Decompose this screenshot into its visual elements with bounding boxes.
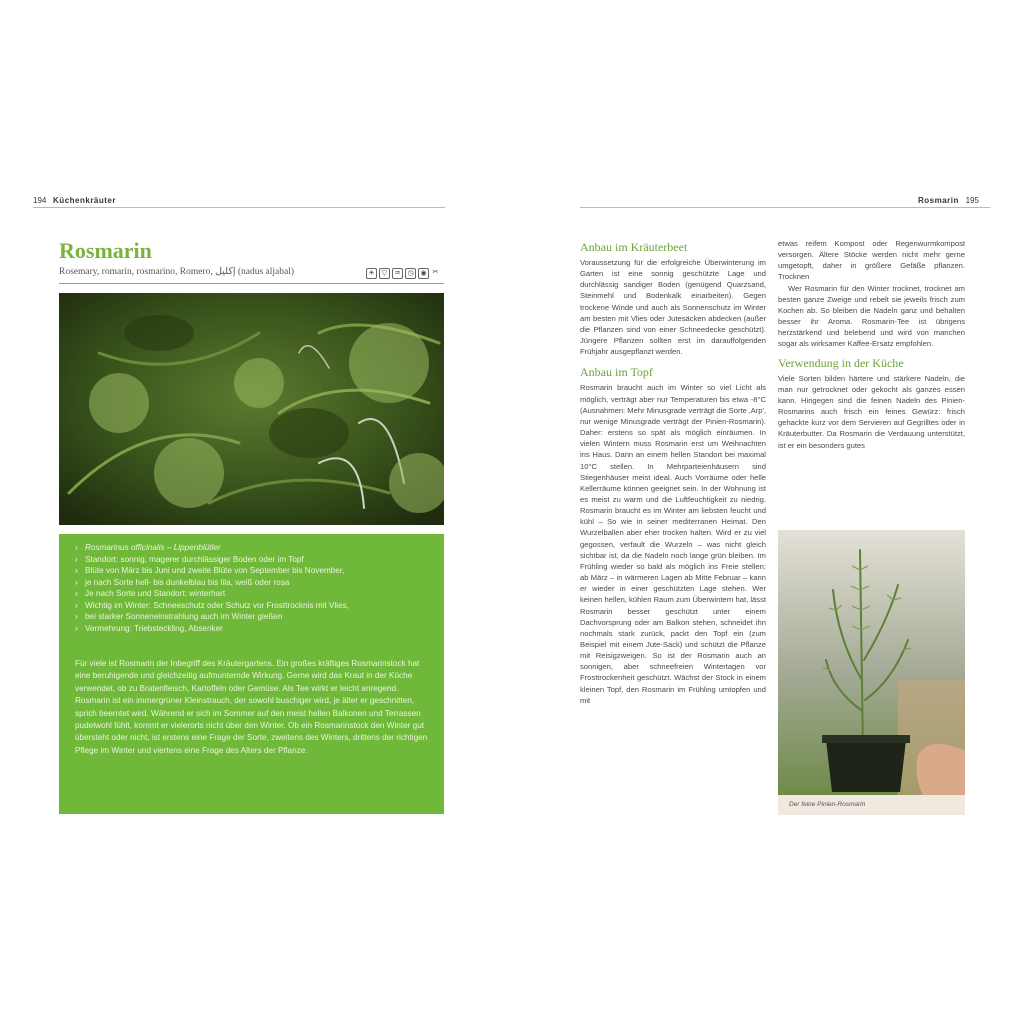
profile-bullet: › bei starker Sonneneinstrahlung auch im Winter gießen <box>75 611 432 623</box>
left-header-rule <box>33 207 445 208</box>
profile-box <box>59 534 444 814</box>
paragraph: etwas reifem Kompost oder Regenwurmkompost versorgen. Ältere Stöcke werden nicht mehr gerne umgetopft, daher in größere Gefäße pflanzen. Trocknen <box>778 239 965 282</box>
right-page-number: 195 <box>965 196 979 205</box>
right-header-rule <box>580 207 990 208</box>
watering-icon: ♒ <box>392 268 403 279</box>
profile-bullet: › Je nach Sorte und Standort: winterhart <box>75 588 432 600</box>
sun-icon: ☀ <box>366 268 377 279</box>
profile-bullet: › je nach Sorte hell- bis dunkelblau bis lila, weiß oder rosa <box>75 577 432 589</box>
rosemary-bush-photo <box>59 293 444 525</box>
right-section-title: Rosmarin <box>918 196 959 205</box>
herb-title: Rosmarin <box>59 238 152 263</box>
herb-synonyms: Rosemary, romarin, rosmarino, Romero, إكليل (nadus aljabal) <box>59 267 295 277</box>
text-column-2 <box>778 238 965 451</box>
text-column-1 <box>580 238 766 706</box>
title-rule <box>59 283 444 284</box>
profile-bullet: › Vermehrung: Triebsteckling, Absenker <box>75 623 432 635</box>
scissors-icon: ✂ <box>432 268 439 276</box>
circle-icon: ◉ <box>418 268 429 279</box>
paragraph: Viele Sorten bilden härtere und stärkere Nadeln, die man nur getrocknet oder gekocht als ganzes essen kann. Hingegen sind die feinen Nadeln des Pinien-Rosmarins auch frisch ein feines Gewürz: frisch gehackte kurz vor dem Servieren auf Gegrilltes oder in Kräuterbutter. Da Rosmarin die Verdauung unterstützt, ist er ein besonders gutes <box>778 373 965 450</box>
profile-bullets <box>75 542 432 634</box>
left-page-number: 194 <box>33 196 47 205</box>
care-icons <box>366 268 440 279</box>
clock-icon: ◷ <box>405 268 416 279</box>
profile-bullet: › Blüte von März bis Juni und zweite Blüte von September bis November, <box>75 565 432 577</box>
photo-caption: Der feine Pinien-Rosmarin <box>778 795 965 815</box>
profile-bullet: › Wichtig im Winter: Schneeschutz oder Schutz vor Frosttrocknis mit Vlies, <box>75 600 432 612</box>
paragraph: Wer Rosmarin für den Winter trocknet, trocknet am besten ganze Zweige und rebelt sie jeweils frisch zum Kochen ab. So bleiben die Nadeln ganz und behalten besser ihr Aroma. Rosmarin-Tee ist übrigens herzstärkend und belebend und wird von manchen sogar als wirksamer Kaffee-Ersatz empfohlen. <box>778 283 965 349</box>
paragraph: Voraussetzung für die erfolgreiche Überwinterung im Garten ist eine sonnig geschützte Lage und durchlässig sandiger Boden (genügend Quarzsand, Steinmehl und Bodenkalk einarbeiten). Gegen trockene Winde und auch als Sonnenschutz im Winter am besten mit Vlies oder Jutesäcken abdecken (außer die Pflanzen sind von einer Schneedecke geschützt). Jüngere Pflanzen sollten erst im darauffolgenden Frühjahr ausgepflanzt werden. <box>580 258 766 357</box>
pot-icon: ▽ <box>379 268 390 279</box>
section-heading-topf: Anbau im Topf <box>580 365 653 380</box>
profile-intro: Für viele ist Rosmarin der Inbegriff des Kräutergartens. Ein großes kräftiges Rosmarinstock hat eine beruhigende und gleichzeitig aufmunternde Wirkung. Gerne wird das Kraut in der Küche verwendet, ob zu Bratenfleisch, Kartoffeln oder Gemüse. Als Tee wirkt er leicht anregend. Rosmarin ist ein immergrüner Kleinstrauch, der sowohl buschiger wird, je älter er geschnitten, sprich beerntet wird. Während er sich im Sommer auf den meist hellen Balkonen und Terrassen pudelwohl fühlt, kommt er vielerorts nicht über den Winter. Ob ein Rosmarinstock den Winter gut übersteht oder nicht, ist erstens eine Frage der Sorte, zweitens des Winters, drittens der richtigen Pflege im Winter und viertens eine Frage des Alters der Pflanze. <box>75 659 428 755</box>
profile-bullet: › Standort: sonnig, magerer durchlässiger Boden oder im Topf <box>75 554 432 566</box>
profile-bullet: › Rosmarinus officinalis – Lippenblütler <box>75 542 432 554</box>
right-running-head <box>918 196 979 205</box>
left-section-title: Küchenkräuter <box>53 196 116 205</box>
section-heading-kueche: Verwendung in der Küche <box>778 355 904 370</box>
section-heading-kraeuterbeet: Anbau im Kräuterbeet <box>580 240 688 254</box>
paragraph: Rosmarin braucht auch im Winter so viel Licht als möglich, verträgt aber nur Temperaturen bis etwa -8°C (Ausnahmen: Mehr Minusgrade verträgt die Sorte ‚Arp', nur wenige Minusgrade verträgt der Pinien-Rosmarin). Daher: erstens so spät als möglich einräumen. In vielen Wintern muss Rosmarin erst um Weihnachten ins Haus. Dann an einem hellen Standort bei maximal 10°C stellen. In Mehrparteienhäusern sind Stiegenhäuser meist ideal. Auch Vorräume oder helle Kellerräume können geeignet sein. In der Wohnung ist es meist zu warm und die Luftfeuchtigkeit zu niedrig. Rosmarin braucht es im Winter am liebsten feucht und kühl – So wie in seiner mediterranen Heimat. Den Wurzelballen aber eher trocken halten. Wird er zu viel gegossen, verfault die Wurzeln – was nicht gleich sichtbar ist, da die Nadeln noch lange grün bleiben. Im Frühling wieder so bald als möglich ins Freie stellen: ab März – in wärmeren Lagen ab Mitte Februar – kann er wieder in einer geschützten Lage stehen. Wer keinen hellen, kühlen Raum zum Überwintern hat, lässt Rosmarin besser geschützt unter einem Dachvorsprung oder am Balkon stehen, schneidet ihn nochmals stark zurück, packt den Topf ein (zum Beispiel mit einem Jute-Sack) und schützt die Pflanze mit Reisigzweigen. So ist der Rosmarin auch an sonnigen, aber schneefreien Wintertagen vor Frosttrockenheit geschützt. Wächst der Stock in einem kleinen Topf, den Rosmarin im Frühling umtopfen und mit <box>580 383 766 705</box>
left-running-head <box>33 196 116 205</box>
potted-rosemary-photo <box>778 530 965 815</box>
